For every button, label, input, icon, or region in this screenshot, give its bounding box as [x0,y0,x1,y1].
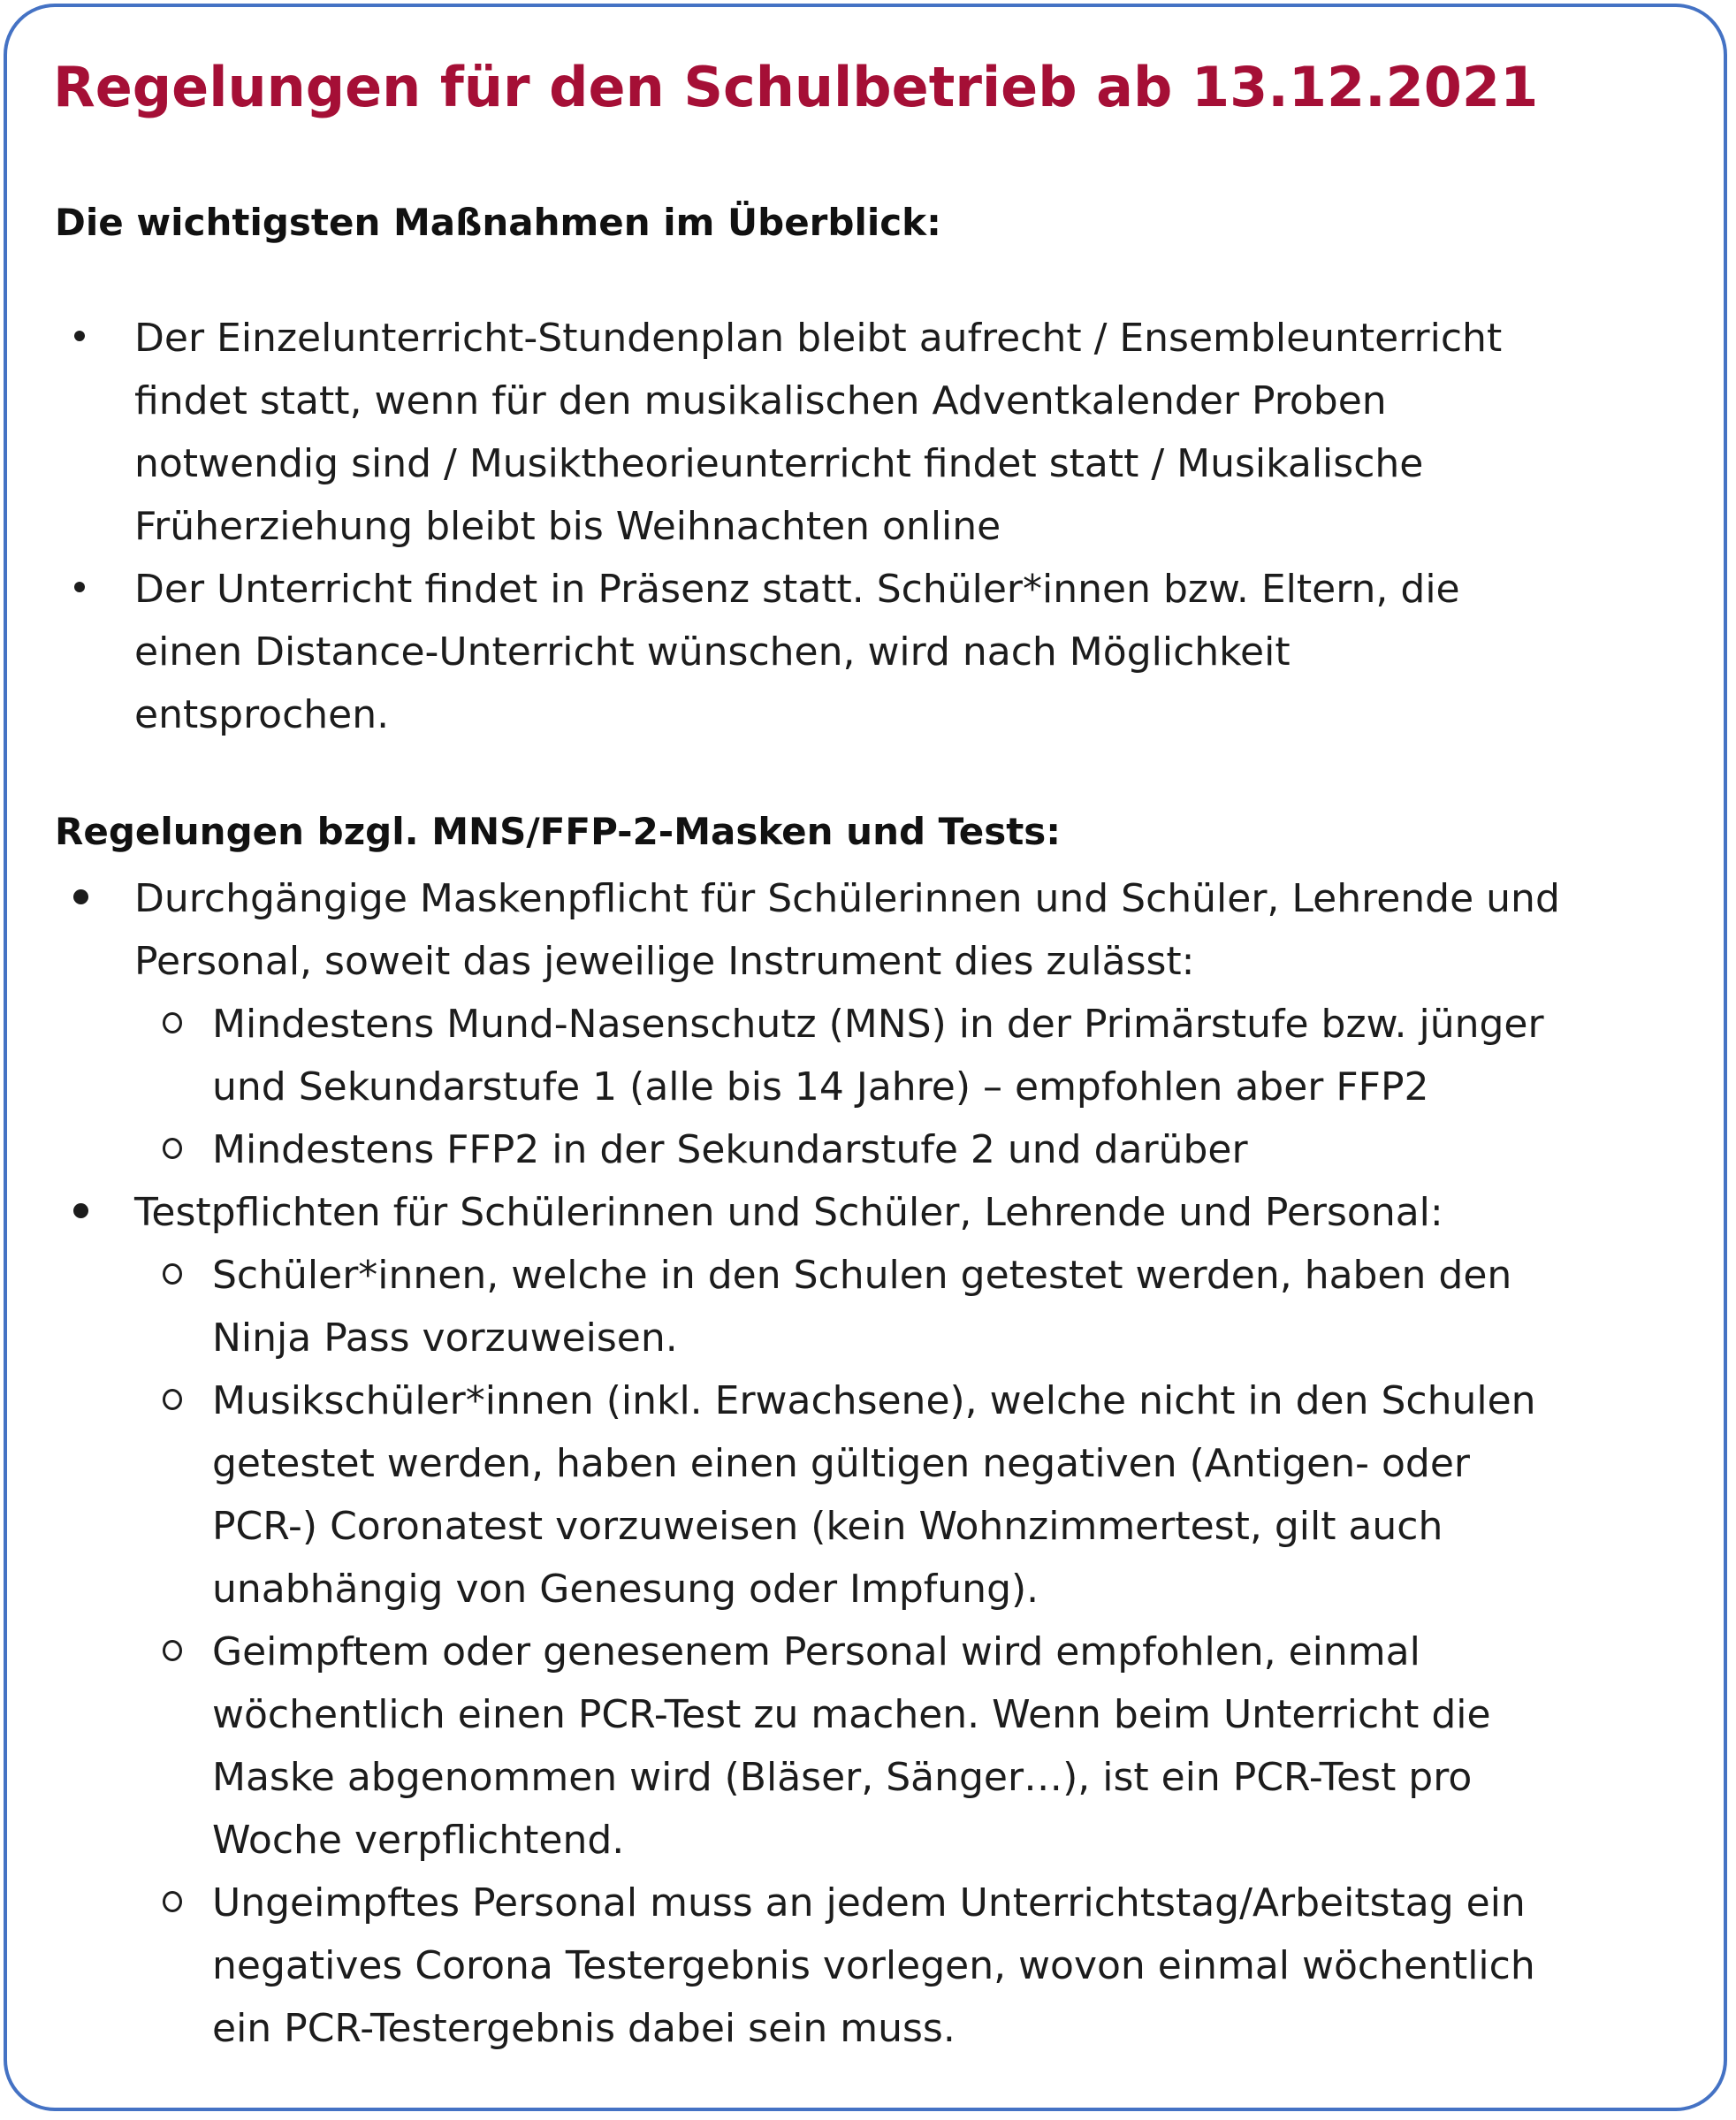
list-item-line: Mindestens Mund-Nasenschutz (MNS) in der Primärstufe bzw. jünger [212,1002,1544,1047]
list-item-line: wöchentlich einen PCR-Test zu machen. Wenn beim Unterricht die [212,1692,1491,1737]
masks-heading: Regelungen bzgl. MNS/FFP-2-Masken und Tests: [55,810,1062,853]
bullet-dot-icon [73,889,88,904]
list-item [0,307,1736,558]
list-item-line: Personal, soweit das jeweilige Instrument dies zulässt: [134,939,1195,984]
list-item-line: notwendig sind / Musiktheorieunterricht findet statt / Musikalische [134,441,1424,486]
masks-list [0,867,1736,2060]
list-item-line: Maske abgenommen wird (Bläser, Sänger…), ist ein PCR-Test pro [212,1755,1473,1800]
list-item-line: Früherziehung bleibt bis Weihnachten online [134,504,1001,549]
list-item-line: Schüler*innen, welche in den Schulen getestet werden, haben den [212,1253,1512,1298]
bullet-circle-icon [163,1012,182,1033]
list-item-line: Geimpftem oder genesenem Personal wird empfohlen, einmal [212,1629,1420,1674]
bullet-dot-icon [73,1203,88,1218]
list-item [0,867,1736,993]
list-item-line: getestet werden, haben einen gültigen negativen (Antigen- oder [212,1441,1470,1486]
bullet-dot-icon [74,582,85,592]
list-item-line: Der Einzelunterricht-Stundenplan bleibt aufrecht / Ensembleunterricht [134,316,1503,361]
sub-list-item [0,1872,1736,2060]
list-item-line: findet statt, wenn für den musikalischen Adventkalender Proben [134,378,1387,423]
bullet-circle-icon [163,1640,182,1661]
bullet-circle-icon [163,1389,182,1410]
overview-list [0,307,1736,746]
list-item-line: Mindestens FFP2 in der Sekundarstufe 2 und darüber [212,1127,1248,1172]
list-item-line: ein PCR-Testergebnis dabei sein muss. [212,2006,956,2051]
list-item [0,1181,1736,1244]
list-item-line: unabhängig von Genesung oder Impfung). [212,1567,1039,1612]
list-item-line: Der Unterricht findet in Präsenz statt. Schüler*innen bzw. Eltern, die [134,567,1460,612]
list-item-line: und Sekundarstufe 1 (alle bis 14 Jahre) – empfohlen aber FFP2 [212,1064,1429,1110]
list-item-line: Durchgängige Maskenpflicht für Schülerinnen und Schüler, Lehrende und [134,876,1560,921]
sub-list-item [0,1369,1736,1621]
bullet-circle-icon [163,1263,182,1285]
list-item-line: Testpflichten für Schülerinnen und Schüler, Lehrende und Personal: [134,1190,1443,1235]
list-item-line: einen Distance-Unterricht wünschen, wird nach Möglichkeit [134,629,1291,675]
list-item-line: Musikschüler*innen (inkl. Erwachsene), welche nicht in den Schulen [212,1378,1536,1423]
list-item-line: entsprochen. [134,692,390,737]
page-title: Regelungen für den Schulbetrieb ab 13.12.2021 [53,55,1539,119]
list-item-line: negatives Corona Testergebnis vorlegen, wovon einmal wöchentlich [212,1943,1535,1988]
list-item-line: PCR-) Coronatest vorzuweisen (kein Wohnzimmertest, gilt auch [212,1504,1443,1549]
list-item-line: Ninja Pass vorzuweisen. [212,1315,678,1361]
list-item [0,558,1736,746]
list-item-line: Woche verpflichtend. [212,1818,625,1863]
list-item-line: Ungeimpftes Personal muss an jedem Unterrichtstag/Arbeitstag ein [212,1880,1526,1926]
overview-heading: Die wichtigsten Maßnahmen im Überblick: [55,201,941,244]
bullet-circle-icon [163,1891,182,1912]
sub-list-item [0,1244,1736,1369]
sub-list-item [0,1621,1736,1872]
bullet-circle-icon [163,1138,182,1159]
sub-list-item [0,1118,1736,1181]
bullet-dot-icon [74,331,85,341]
sub-list-item [0,993,1736,1118]
